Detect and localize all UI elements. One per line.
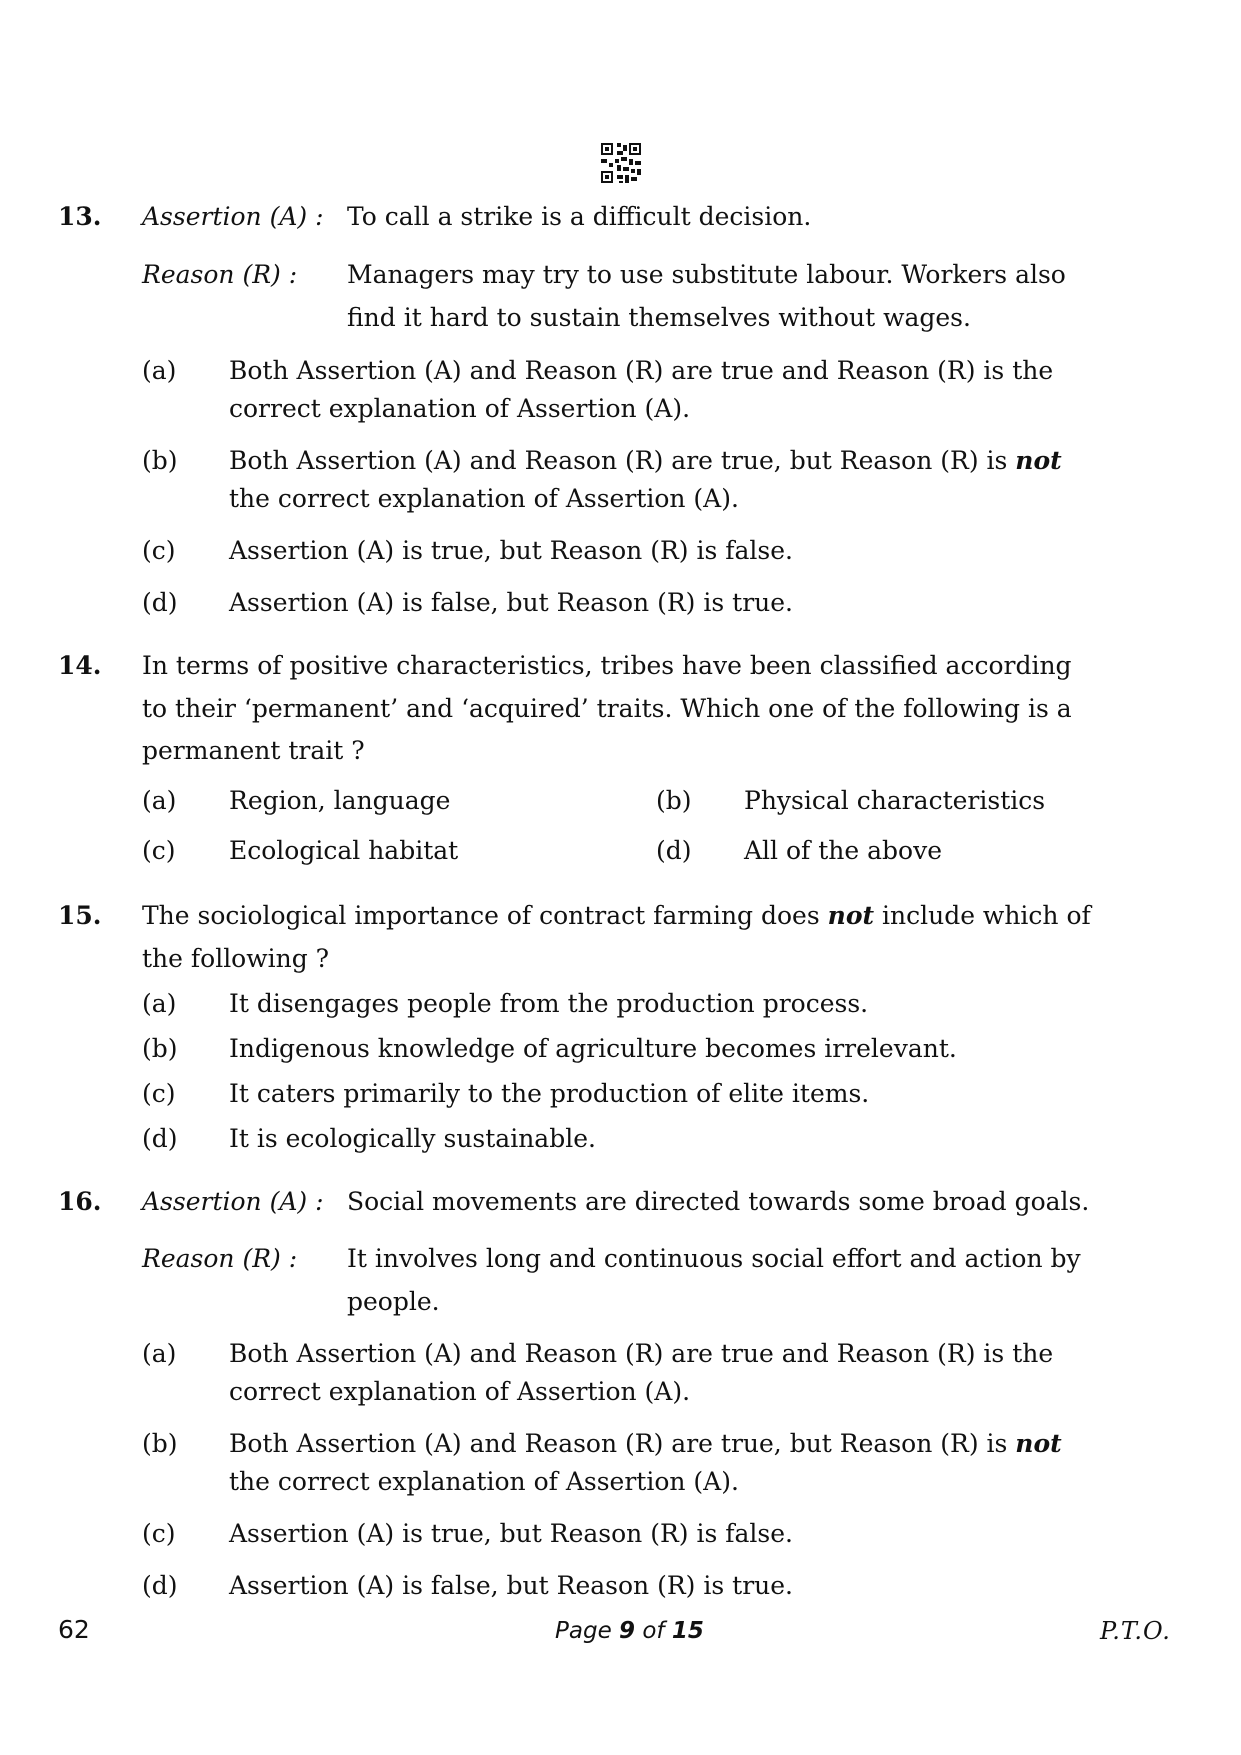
q16-reason-line1: It involves long and continuous social effort and action by bbox=[347, 1244, 1081, 1273]
q16-option-a-line2: correct explanation of Assertion (A). bbox=[229, 1377, 691, 1406]
pto-label: P.T.O. bbox=[1100, 1617, 1171, 1645]
q13-option-a-letter: (a) bbox=[142, 356, 177, 385]
page-indicator: Page 9 of 15 bbox=[555, 1618, 704, 1644]
q13-assertion-label: Assertion (A) : bbox=[142, 202, 324, 231]
q14-option-b-letter: (b) bbox=[656, 786, 692, 815]
question-13-number: 13. bbox=[58, 202, 102, 231]
q13-reason-line1: Managers may try to use substitute labour. Workers also bbox=[347, 260, 1066, 289]
q13-option-c-line1: Assertion (A) is true, but Reason (R) is false. bbox=[229, 536, 793, 565]
q14-option-d-letter: (d) bbox=[656, 836, 692, 865]
q14-option-c-text: Ecological habitat bbox=[229, 836, 459, 865]
q16-option-b-line1: Both Assertion (A) and Reason (R) are true, but Reason (R) is not bbox=[229, 1429, 1062, 1458]
q14-text-line1: In terms of positive characteristics, tribes have been classified according bbox=[142, 651, 1072, 680]
question-14-number: 14. bbox=[58, 651, 102, 680]
q14-option-a-letter: (a) bbox=[142, 786, 177, 815]
q16-option-b-line2: the correct explanation of Assertion (A). bbox=[229, 1467, 739, 1496]
q15-option-c-letter: (c) bbox=[142, 1079, 176, 1108]
q13-reason-line2: find it hard to sustain themselves without wages. bbox=[347, 303, 971, 332]
q16-reason-line2: people. bbox=[347, 1287, 440, 1316]
question-15-number: 15. bbox=[58, 901, 102, 930]
q14-option-a-text: Region, language bbox=[229, 786, 451, 815]
q15-option-d-letter: (d) bbox=[142, 1124, 178, 1153]
q15-option-a-text: It disengages people from the production process. bbox=[229, 989, 869, 1018]
q13-option-a-line1: Both Assertion (A) and Reason (R) are true and Reason (R) is the bbox=[229, 356, 1054, 385]
q15-option-d-text: It is ecologically sustainable. bbox=[229, 1124, 596, 1153]
q16-option-d-line1: Assertion (A) is false, but Reason (R) is true. bbox=[229, 1571, 793, 1600]
q16-option-b-letter: (b) bbox=[142, 1429, 178, 1458]
q16-assertion-text: Social movements are directed towards some broad goals. bbox=[347, 1187, 1090, 1216]
question-16-number: 16. bbox=[58, 1187, 102, 1216]
q15-text-line2: the following ? bbox=[142, 944, 330, 973]
q14-option-d-text: All of the above bbox=[744, 836, 943, 865]
q13-option-c-letter: (c) bbox=[142, 536, 176, 565]
q15-option-c-text: It caters primarily to the production of elite items. bbox=[229, 1079, 870, 1108]
q16-reason-label: Reason (R) : bbox=[142, 1244, 298, 1273]
q13-option-a-line2: correct explanation of Assertion (A). bbox=[229, 394, 691, 423]
q13-reason-label: Reason (R) : bbox=[142, 260, 298, 289]
q14-option-b-text: Physical characteristics bbox=[744, 786, 1046, 815]
q13-option-b-line2: the correct explanation of Assertion (A). bbox=[229, 484, 739, 513]
q13-option-d-letter: (d) bbox=[142, 588, 178, 617]
q15-option-b-letter: (b) bbox=[142, 1034, 178, 1063]
q14-option-c-letter: (c) bbox=[142, 836, 176, 865]
q16-option-c-letter: (c) bbox=[142, 1519, 176, 1548]
q15-text-line1: The sociological importance of contract farming does not include which of bbox=[142, 901, 1091, 930]
q14-text-line2: to their ‘permanent’ and ‘acquired’ traits. Which one of the following is a bbox=[142, 694, 1072, 723]
q16-option-c-line1: Assertion (A) is true, but Reason (R) is false. bbox=[229, 1519, 793, 1548]
q14-text-line3: permanent trait ? bbox=[142, 736, 365, 765]
q13-option-d-line1: Assertion (A) is false, but Reason (R) is true. bbox=[229, 588, 793, 617]
q15-option-a-letter: (a) bbox=[142, 989, 177, 1018]
q13-option-b-letter: (b) bbox=[142, 446, 178, 475]
q13-assertion-text: To call a strike is a difficult decision. bbox=[347, 202, 812, 231]
q15-option-b-text: Indigenous knowledge of agriculture becomes irrelevant. bbox=[229, 1034, 957, 1063]
q16-option-a-letter: (a) bbox=[142, 1339, 177, 1368]
q16-assertion-label: Assertion (A) : bbox=[142, 1187, 324, 1216]
qr-code-icon bbox=[601, 143, 641, 183]
q16-option-a-line1: Both Assertion (A) and Reason (R) are true and Reason (R) is the bbox=[229, 1339, 1054, 1368]
paper-code: 62 bbox=[58, 1615, 90, 1644]
q16-option-d-letter: (d) bbox=[142, 1571, 178, 1600]
q13-option-b-line1: Both Assertion (A) and Reason (R) are true, but Reason (R) is not bbox=[229, 446, 1062, 475]
